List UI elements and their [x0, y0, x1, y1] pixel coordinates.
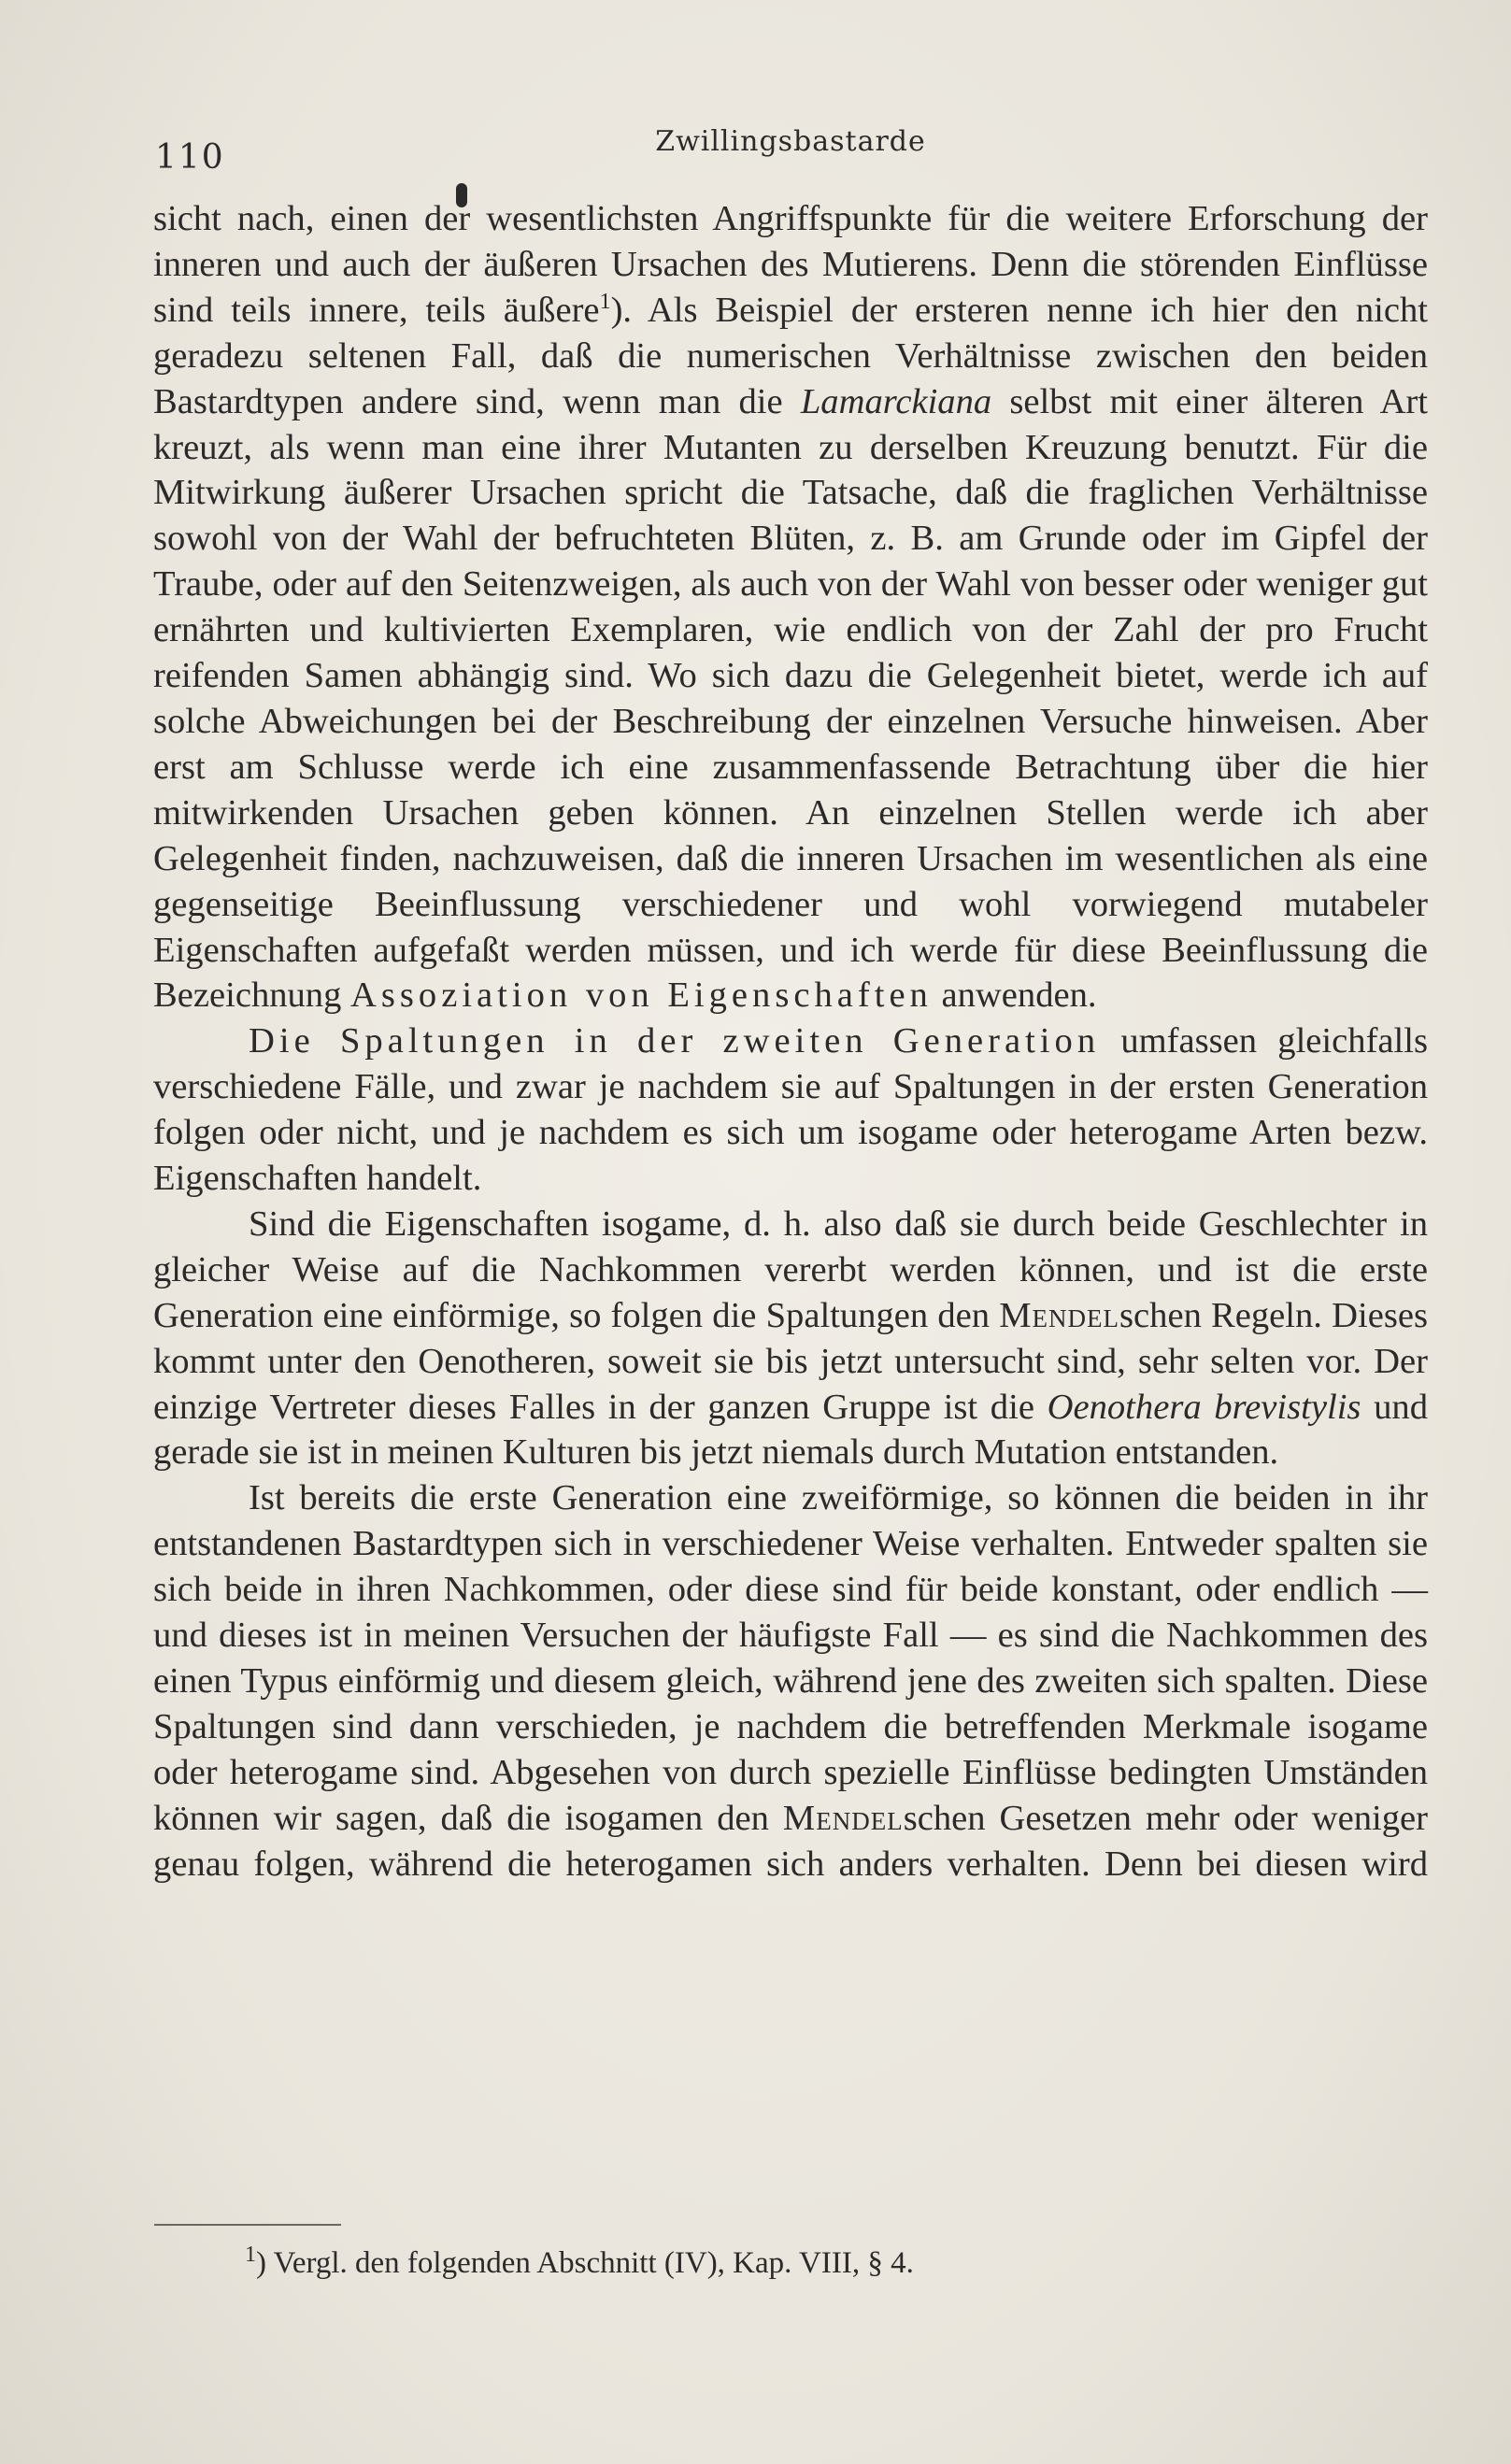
paragraph-1	[153, 196, 1428, 1018]
page-number: 110	[155, 138, 225, 177]
text-run: sicht nach, einen der wesentlichsten Angriffspunkte für die weitere Erforschung der inneren und auch der äußeren Ursachen des Mutierens. Denn die störenden Einflüsse sind teils innere, teils äußere	[153, 199, 1428, 330]
emphasized-term: Assoziation von Eigenschaften	[350, 976, 933, 1016]
page-header	[150, 120, 1432, 176]
footnote	[245, 2243, 914, 2284]
text-run: selbst mit einer älteren Art kreuzt, als wenn man eine ihrer Mutanten zu derselben Kreuzung benutzt. Für die Mitwirkung äußerer Ursachen spricht die Tatsache, daß die fraglichen Verhältnisse sowohl von der Wahl der befruchteten Blüten, z. B. am Grunde oder im Gipfel der Traube, oder auf den Seitenzweigen, als auch von der Wahl von besser oder weniger gut ernährten und kultivierten Exemplaren, wie endlich von der Zahl der pro Frucht reifenden Samen abhängig sind. Wo sich dazu die Gelegenheit bietet, werde ich auf solche Abweichungen bei der Beschreibung der einzelnen Versuche hinweisen. Aber erst am Schlusse werde ich eine zusammenfassende Betrachtung über die hier mitwirkenden Ursachen geben können. An einzelnen Stellen werde ich aber Gelegenheit finden, nachzuweisen, daß die inneren Ursachen im wesentlichen als eine gegenseitige Beeinflussung verschiedener und wohl vorwiegend mutabeler Eigenschaften aufgefaßt werden müssen, und ich werde für diese Beeinflussung die Bezeichnung	[153, 381, 1428, 1016]
footnote-reference: 1	[599, 289, 611, 314]
text-run: schen Gesetzen mehr oder weniger genau folgen, während die heterogamen sich anders verhalten. Denn bei diesen wird	[153, 1798, 1428, 1884]
species-name: Oenothera brevistylis	[1047, 1387, 1361, 1427]
text-run: anwenden.	[932, 976, 1097, 1016]
text-run: und gerade sie ist in meinen Kulturen bis jetzt niemals durch Mutation entstanden.	[153, 1387, 1428, 1473]
text-run: Ist bereits die erste Generation eine zweiförmige, so können die beiden in ihr entstandenen Bastardtypen sich in verschiedener Weise verhalten. Entweder spalten sie sich beide in ihren Nachkommen, oder diese sind für beide konstant, oder endlich — und dieses ist in meinen Versuchen der häufigste Fall — es sind die Nachkommen des einen Typus einförmig und diesem gleich, während jene des zweiten sich spalten. Diese Spaltungen sind dann verschieden, je nachdem die betreffenden Merkmale isogame oder heterogame sind. Abgesehen von durch spezielle Einflüsse bedingten Umständen können wir sagen, daß die isogamen den	[153, 1478, 1428, 1838]
running-title: Zwillingsbastarde	[655, 125, 926, 158]
text-run: schen Regeln. Dieses kommt unter den Oenotheren, soweit sie bis jetzt untersucht sind, sehr selten vor. Der einzige Vertreter dieses Falles in der ganzen Gruppe ist die	[153, 1295, 1428, 1427]
text-run: Sind die Eigenschaften isogame, d. h. also daß sie durch beide Geschlechter in gleicher Weise auf die Nachkommen vererbt werden können, und ist die erste Generation eine einförmige, so folgen die Spaltungen den	[153, 1204, 1428, 1335]
paragraph-3	[153, 1202, 1428, 1475]
emphasized-term: Die Spaltungen in der zweiten Generation	[249, 1021, 1101, 1061]
text-run: ). Als Beispiel der ersteren nenne ich hier den nicht geradezu seltenen Fall, daß die numerischen Verhältnisse zwischen den beiden Bastardtypen andere sind, wenn man die	[153, 290, 1428, 421]
species-name: Lamarckiana	[800, 381, 992, 421]
author-name: Mendel	[782, 1798, 904, 1838]
body-text	[153, 196, 1428, 1887]
paragraph-2	[153, 1018, 1428, 1202]
paragraph-4	[153, 1475, 1428, 1887]
text-run: umfassen gleichfalls verschiedene Fälle, und zwar je nachdem sie auf Spaltungen in der ersten Generation folgen oder nicht, und je nachdem es sich um isogame oder heterogame Arten bezw. Eigenschaften handelt.	[153, 1021, 1428, 1199]
footnote-mark: 1	[245, 2243, 256, 2267]
footnote-text: ) Vergl. den folgenden Abschnitt (IV), Kap. VIII, § 4.	[256, 2246, 914, 2280]
author-name: Mendel	[999, 1295, 1120, 1335]
footnote-divider	[154, 2224, 341, 2226]
